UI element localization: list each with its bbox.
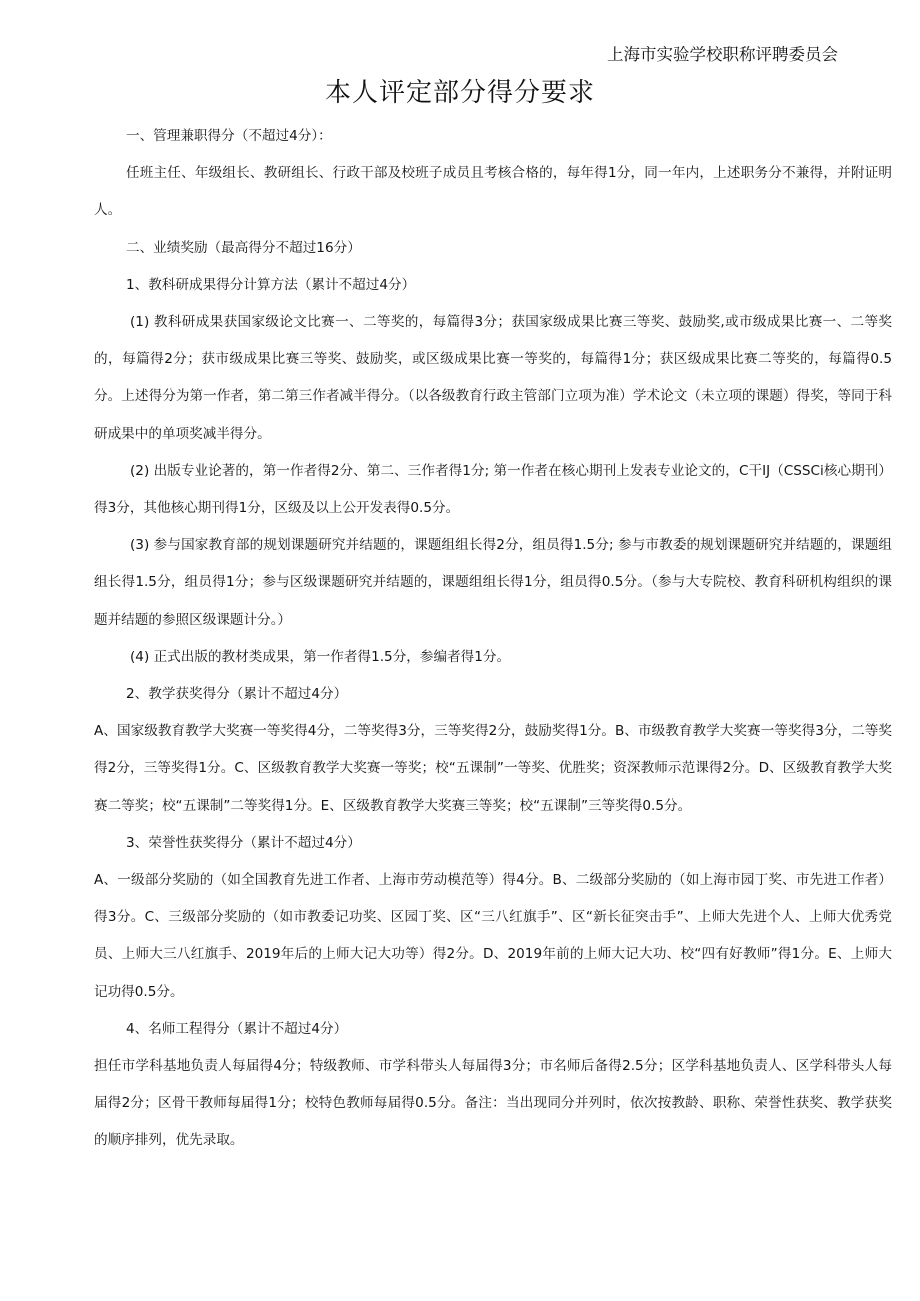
- section-1-heading: 一、管理兼职得分（不超过4分）：: [126, 128, 332, 144]
- page-title: 本人评定部分得分要求: [324, 78, 595, 108]
- subsection-3-body: A、一级部分奖励的（如全国教育先进工作者、上海市劳动模范等）得4分。B、二级部分奖励的（如上海市园丁奖、市先进工作者）得3分。C、三级部分奖励的（如市教委记功奖、区园丁奖、区“三八红旗手”、区“新长征突击手”、上师大先进个人、上师大优秀党员、上师大三八红旗手、2019年后的上师大记大功等）得2分。D、2019年前的上师大记大功、校“四有好教师”得1分。E、上师大记功得0.5分。: [94, 872, 892, 1000]
- subsection-1-item-1: (1) 教科研成果获国家级论文比赛一、二等奖的，每篇得3分；获国家级成果比赛三等奖、鼓励奖,或市级成果比赛一、二等奖的，每篇得2分；获市级成果比赛三等奖、鼓励奖，或区级成果比赛一等奖的，每篇得1分；获区级成果比赛二等奖的，每篇得0.5分。上述得分为第一作者，第二第三作者减半得分。（以各级教育行政主管部门立项为准）学术论文（未立项的课题）得奖，等同于科研成果中的单项奖减半得分。: [94, 314, 892, 442]
- subsection-1-item-2: (2) 出版专业论著的，第一作者得2分、第二、三作者得1分; 第一作者在核心期刊上发表专业论文的，C干IJ（CSSCi核心期刊）得3分，其他核心期刊得1分，区级及以上公开发表得0.5分。: [94, 462, 892, 517]
- subsection-1-item-3: (3) 参与国家教育部的规划课题研究并结题的，课题组组长得2分，组员得1.5分; 参与市教委的规划课题研究并结题的，课题组组长得1.5分，组员得1分；参与区级课题研究并结题的，课题组组长得1分，组员得0.5分。（参与大专院校、教育科研机构组织的课题并结题的参照区级课题计分。）: [94, 537, 892, 628]
- subsection-2-heading: 2、教学获奖得分（累计不超过4分）: [126, 686, 348, 703]
- document-body: [94, 118, 892, 1160]
- subsection-4-heading: 4、名师工程得分（累计不超过4分）: [126, 1020, 348, 1037]
- section-1-body: 任班主任、年级组长、教研组长、行政干部及校班子成员且考核合格的，每年得1分，同一年内，上述职务分不兼得，并附证明人。: [94, 165, 892, 219]
- committee-name: 上海市实验学校职称评聘委员会: [607, 45, 838, 64]
- subsection-3-heading: 3、荣誉性获奖得分（累计不超过4分）: [126, 834, 361, 851]
- subsection-4-body: 担任市学科基地负责人每届得4分；特级教师、市学科带头人每届得3分；市名师后备得2.5分；区学科基地负责人、区学科带头人每届得2分；区骨干教师每届得1分；校特色教师每届得0.5分。备注：当出现同分并列时，依次按教龄、职称、荣誉性获奖、教学获奖的顺序排列，优先录取。: [94, 1058, 892, 1149]
- subsection-2-body: A、国家级教育教学大奖赛一等奖得4分，二等奖得3分，三等奖得2分，鼓励奖得1分。B、市级教育教学大奖赛一等奖得3分，二等奖得2分，三等奖得1分。C、区级教育教学大奖赛一等奖；校“五课制”一等奖、优胜奖；资深教师示范课得2分。D、区级教育教学大奖赛二等奖；校“五课制”二等奖得1分。E、区级教育教学大奖赛三等奖；校“五课制”三等奖得0.5分。: [94, 723, 892, 814]
- subsection-1-heading: 1、教科研成果得分计算方法（累计不超过4分）: [126, 276, 416, 293]
- subsection-1-item-4: (4) 正式出版的教材类成果，第一作者得1.5分，参编者得1分。: [130, 648, 511, 665]
- section-2-heading: 二、业绩奖励（最高得分不超过16分）: [126, 239, 361, 256]
